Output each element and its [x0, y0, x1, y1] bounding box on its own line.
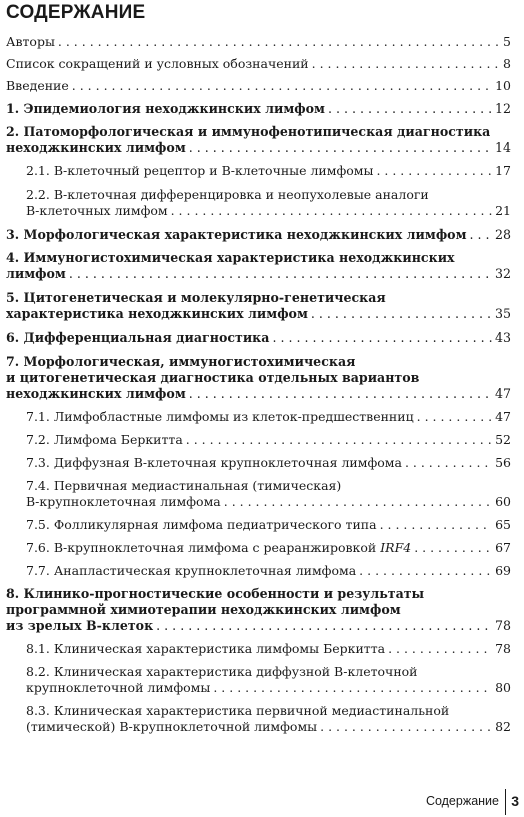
toc-entry-title-text: 7.7. Анапластическая крупноклеточная лимфома — [26, 563, 357, 578]
toc-entry-title-text: Авторы — [6, 34, 55, 49]
toc-entry-title-line: 8. Клинико-прогностические особенности и результаты — [6, 586, 425, 601]
toc-entry-title-text: неходжкинских лимфом — [6, 140, 186, 155]
footer-divider — [505, 789, 506, 815]
toc-page-number: 78 — [494, 618, 511, 633]
toc-entry[interactable] — [6, 409, 511, 425]
toc-entry-title-line: программной химиотерапии неходжкинских лимфом — [6, 602, 401, 617]
toc-page-number: 80 — [495, 680, 511, 695]
toc-entry-title-line — [26, 163, 373, 179]
toc-entry-title-text: 3. Морфологическая характеристика неходжкинских лимфом — [6, 227, 467, 242]
toc-entry[interactable] — [6, 664, 511, 696]
dot-leader — [405, 455, 492, 471]
toc-entry[interactable] — [6, 354, 511, 402]
toc-entry[interactable] — [6, 163, 511, 179]
toc-entry-title-line — [6, 386, 186, 402]
toc-page-number: 52 — [495, 432, 511, 447]
toc-entry-title-line — [6, 140, 186, 156]
toc-entry-title-line — [6, 34, 55, 50]
toc-page-number: 21 — [495, 203, 511, 218]
toc-page-number: 67 — [495, 540, 511, 555]
toc-entry-title-line — [26, 409, 414, 425]
dot-leader — [311, 306, 492, 322]
toc-page-number: 10 — [495, 78, 511, 93]
toc-entry-title-line — [26, 432, 183, 448]
toc-entry[interactable] — [6, 432, 511, 448]
dot-leader — [359, 563, 492, 579]
toc-entry-title-text: (тимической) В-крупноклеточной лимфомы — [26, 719, 318, 734]
dot-leader — [328, 101, 492, 117]
toc-entry-title-line — [26, 641, 385, 657]
toc-entry-title-line: 8.3. Клиническая характеристика первичной медиастинальной — [26, 703, 450, 718]
toc-page-number: 47 — [495, 409, 511, 424]
toc-page-number: 69 — [495, 563, 511, 578]
dot-leader — [72, 78, 492, 94]
toc-entry-title-text: 1. Эпидемиология неходжкинских лимфом — [6, 101, 325, 116]
toc-entry-title-text: 8.1. Клиническая характеристика лимфомы Беркитта — [26, 641, 386, 656]
dot-leader — [189, 140, 492, 156]
toc-entry-title-line — [26, 540, 411, 556]
toc-entry-title-line — [26, 517, 377, 533]
toc-page-number: 60 — [495, 494, 511, 509]
toc-entry[interactable] — [6, 586, 511, 634]
toc-entry[interactable] — [6, 124, 511, 156]
toc-entry-title-text: Список сокращений и условных обозначений — [6, 56, 309, 71]
page-title: СОДЕРЖАНИЕ — [6, 2, 146, 23]
toc-page-number: 12 — [494, 101, 511, 116]
dot-leader — [156, 618, 492, 634]
toc-entry-title-line — [6, 266, 66, 282]
dot-leader — [58, 34, 500, 50]
toc-page-number: 8 — [503, 56, 511, 71]
toc-entry-title-line — [6, 306, 308, 322]
dot-leader — [69, 266, 492, 282]
toc-entry-title-line: 7. Морфологическая, иммуногистохимическая — [6, 354, 356, 369]
toc-page-number: 14 — [494, 140, 511, 155]
toc-entry-title-text: 7.1. Лимфобластные лимфомы из клеток-предшественниц — [26, 409, 414, 424]
toc-entry-title-line: 2.2. В-клеточная дифференцировка и неопухолевые аналоги — [26, 187, 429, 202]
dot-leader — [380, 517, 493, 533]
page-number: 3 — [511, 793, 519, 809]
toc-entry-title-text: 7.3. Диффузная В-клеточная крупноклеточная лимфома — [26, 455, 402, 470]
toc-entry-title-line: 5. Цитогенетическая и молекулярно-генетическая — [6, 290, 386, 305]
toc-entry-title-text: 7.5. Фолликулярная лимфома педиатрического типа — [26, 517, 377, 532]
toc-page-number: 35 — [494, 306, 511, 321]
footer-section-label: Содержание — [425, 794, 499, 808]
toc-entry[interactable] — [6, 641, 511, 657]
dot-leader — [417, 409, 492, 425]
toc-entry[interactable] — [6, 290, 511, 322]
dot-leader — [388, 641, 492, 657]
toc-entry-title-line — [26, 680, 210, 696]
toc-entry[interactable] — [6, 56, 511, 72]
toc-entry-title-text: В-клеточных лимфом — [26, 203, 168, 218]
toc-entry-title-text: 2.1. В-клеточный рецептор и В-клеточные лимфомы — [26, 163, 374, 178]
dot-leader — [186, 432, 492, 448]
toc-entry[interactable] — [6, 563, 511, 579]
toc-entry-title-text: В-крупноклеточная лимфома — [26, 494, 221, 509]
toc-entry-title-line — [26, 455, 402, 471]
toc-entry-title-line — [6, 330, 269, 346]
toc-entry-title-line — [6, 227, 467, 243]
toc-entry-title-line: 7.4. Первичная медиастинальная (тимическая) — [26, 478, 342, 493]
toc-entry-title-text: Введение — [6, 78, 69, 93]
toc-entry-title-text: крупноклеточной лимфомы — [26, 680, 211, 695]
toc-entry[interactable] — [6, 478, 511, 510]
table-of-contents — [6, 27, 511, 735]
toc-page-number: 43 — [494, 330, 511, 345]
toc-page-number: 56 — [495, 455, 511, 470]
dot-leader — [171, 203, 492, 219]
toc-entry[interactable] — [6, 703, 511, 735]
toc-entry-title-line: 4. Иммуногистохимическая характеристика неходжкинских — [6, 250, 455, 265]
toc-entry-gene-name: IRF4 — [380, 540, 412, 555]
dot-leader — [213, 680, 492, 696]
toc-entry-title-line — [6, 78, 69, 94]
dot-leader — [272, 330, 492, 346]
toc-page-number: 78 — [495, 641, 511, 656]
toc-page-number: 47 — [494, 386, 511, 401]
toc-entry-title-line — [6, 618, 153, 634]
toc-entry-title-line: 8.2. Клиническая характеристика диффузной В-клеточной — [26, 664, 418, 679]
toc-entry[interactable] — [6, 517, 511, 533]
dot-leader — [320, 719, 492, 735]
toc-entry[interactable] — [6, 187, 511, 219]
toc-entry[interactable] — [6, 78, 511, 94]
toc-page-number: 32 — [494, 266, 511, 281]
toc-entry-title-line — [26, 719, 317, 735]
toc-entry[interactable] — [6, 250, 511, 282]
toc-page-number: 82 — [495, 719, 511, 734]
toc-entry-title-line — [6, 101, 325, 117]
toc-entry-title-text: характеристика неходжкинских лимфом — [6, 306, 308, 321]
toc-entry-title-text: из зрелых В-клеток — [6, 618, 154, 633]
toc-entry-title-line — [26, 203, 168, 219]
dot-leader — [224, 494, 492, 510]
toc-entry[interactable] — [6, 227, 511, 243]
toc-page-number: 28 — [494, 227, 511, 242]
toc-entry-title-line: 2. Патоморфологическая и иммунофенотипическая диагностика — [6, 124, 491, 139]
toc-page-number: 5 — [503, 34, 511, 49]
toc-entry-title-line — [26, 563, 356, 579]
toc-entry-title-text: 6. Дифференциальная диагностика — [6, 330, 270, 345]
toc-entry[interactable] — [6, 101, 511, 117]
dot-leader — [414, 540, 492, 556]
dot-leader — [376, 163, 492, 179]
toc-entry-title-line: и цитогенетическая диагностика отдельных вариантов — [6, 370, 420, 385]
dot-leader — [312, 56, 500, 72]
toc-page-number: 65 — [495, 517, 511, 532]
dot-leader — [470, 227, 492, 243]
toc-entry-title-line — [26, 494, 221, 510]
toc-entry-title-text: 7.2. Лимфома Беркитта — [26, 432, 183, 447]
toc-entry-title-text: 7.6. В-крупноклеточная лимфома с реаранжировкой — [26, 540, 377, 555]
toc-page-number: 17 — [495, 163, 511, 178]
toc-entry-title-text: лимфом — [6, 266, 66, 281]
toc-entry-title-line — [6, 56, 309, 72]
toc-entry[interactable] — [6, 455, 511, 471]
dot-leader — [189, 386, 492, 402]
toc-entry[interactable] — [6, 330, 511, 346]
page-footer — [404, 785, 524, 817]
toc-entry[interactable] — [6, 34, 511, 50]
toc-entry-title-text: неходжкинских лимфом — [6, 386, 186, 401]
toc-entry[interactable] — [6, 540, 511, 556]
